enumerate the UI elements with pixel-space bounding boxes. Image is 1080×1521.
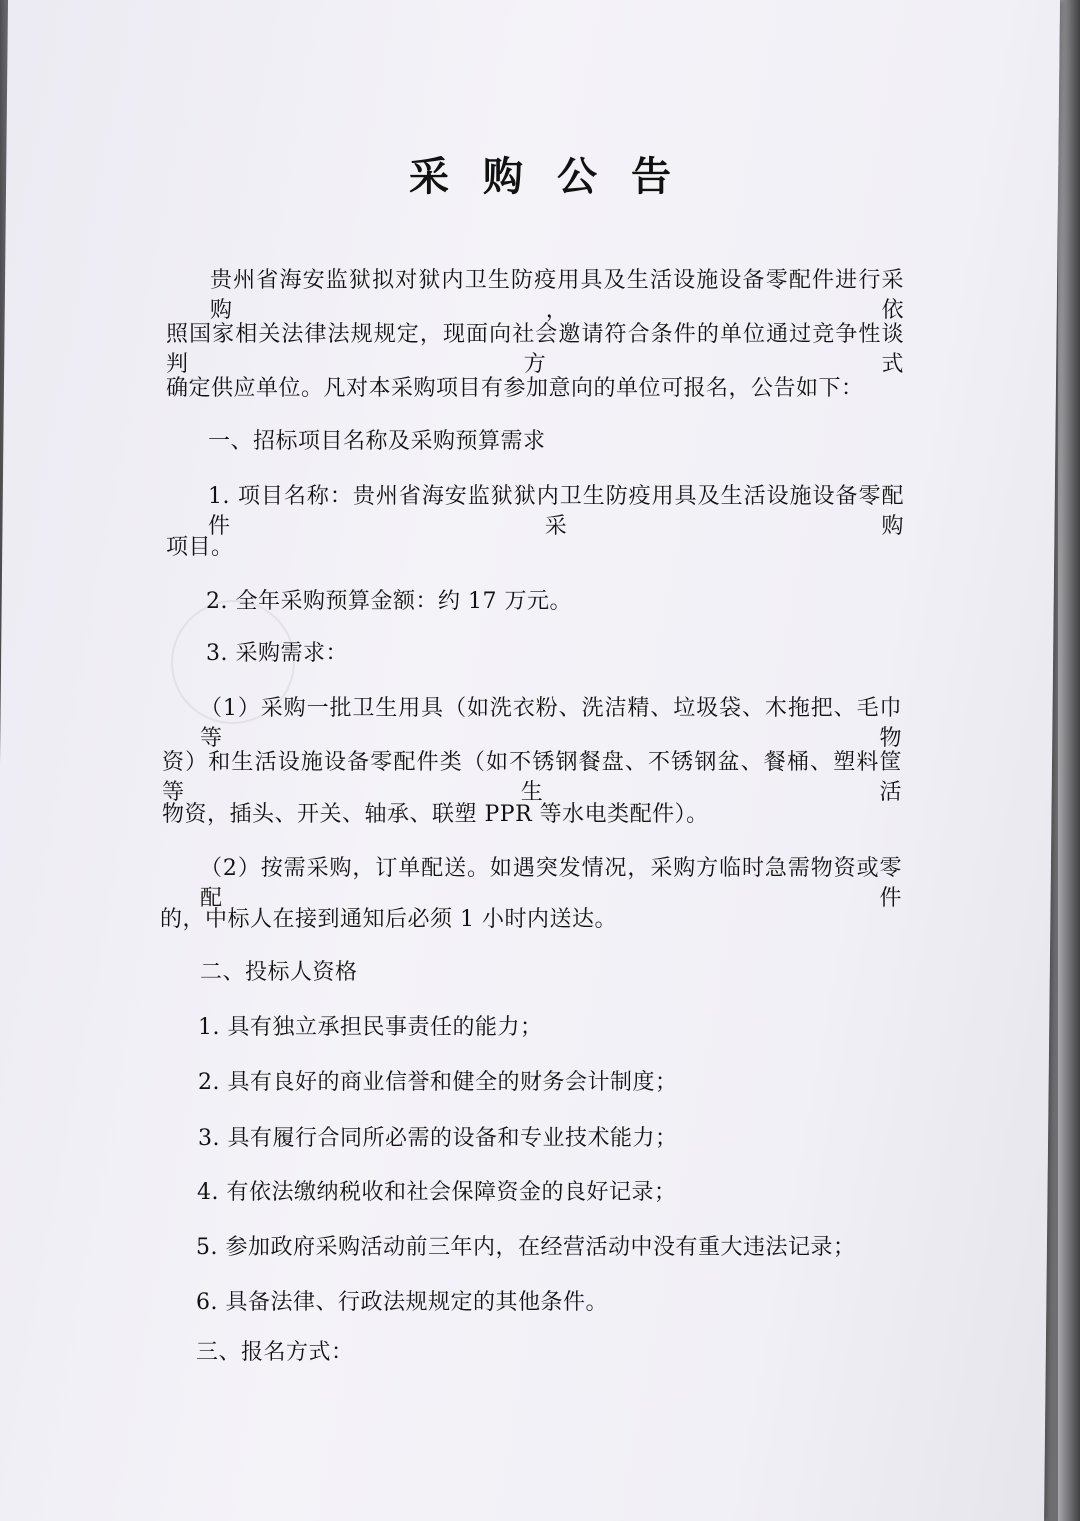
item-2: 2. 全年采购预算金额：约 17 万元。 <box>206 589 572 614</box>
intro-line-2: 照国家相关法律法规规定，现面向社会邀请符合条件的单位通过竞争性谈判方式 <box>166 322 904 377</box>
requirement-2-line-2: 的，中标人在接到通知后必须 1 小时内送达。 <box>160 907 617 932</box>
section-2-heading: 二、投标人资格 <box>200 960 358 985</box>
item-1-line-2: 项目。 <box>166 535 234 560</box>
qualification-3: 3. 具有履行合同所必需的设备和专业技术能力； <box>198 1126 678 1151</box>
intro-line-3: 确定供应单位。凡对本采购项目有参加意向的单位可报名，公告如下： <box>166 376 864 401</box>
qualification-5: 5. 参加政府采购活动前三年内，在经营活动中没有重大违法记录； <box>196 1235 856 1260</box>
item-1-line-1: 1. 项目名称：贵州省海安监狱狱内卫生防疫用具及生活设施设备零配件采购 <box>208 484 904 539</box>
requirement-1-line-2: 资）和生活设施设备零配件类（如不锈钢餐盘、不锈钢盆、餐桶、塑料筐等生活 <box>162 750 902 805</box>
requirement-2-line-1: （2）按需采购，订单配送。如遇突发情况，采购方临时急需物资或零配件 <box>200 856 902 911</box>
item-3: 3. 采购需求： <box>206 641 348 666</box>
section-3-heading: 三、报名方式： <box>196 1340 354 1365</box>
intro-line-1: 贵州省海安监狱拟对狱内卫生防疫用具及生活设施设备零配件进行采购，依 <box>210 268 904 323</box>
qualification-4: 4. 有依法缴纳税收和社会保障资金的良好记录； <box>197 1180 677 1205</box>
document-title: 采购公告 <box>409 154 705 200</box>
qualification-2: 2. 具有良好的商业信誉和健全的财务会计制度； <box>198 1070 678 1095</box>
requirement-1-line-1: （1）采购一批卫生用具（如洗衣粉、洗洁精、垃圾袋、木拖把、毛巾等物 <box>200 696 902 751</box>
requirement-1-line-3: 物资，插头、开关、轴承、联塑 PPR 等水电类配件）。 <box>162 802 709 827</box>
qualification-6: 6. 具备法律、行政法规规定的其他条件。 <box>196 1290 608 1315</box>
qualification-1: 1. 具有独立承担民事责任的能力； <box>198 1015 543 1040</box>
section-1-heading: 一、招标项目名称及采购预算需求 <box>208 429 546 454</box>
